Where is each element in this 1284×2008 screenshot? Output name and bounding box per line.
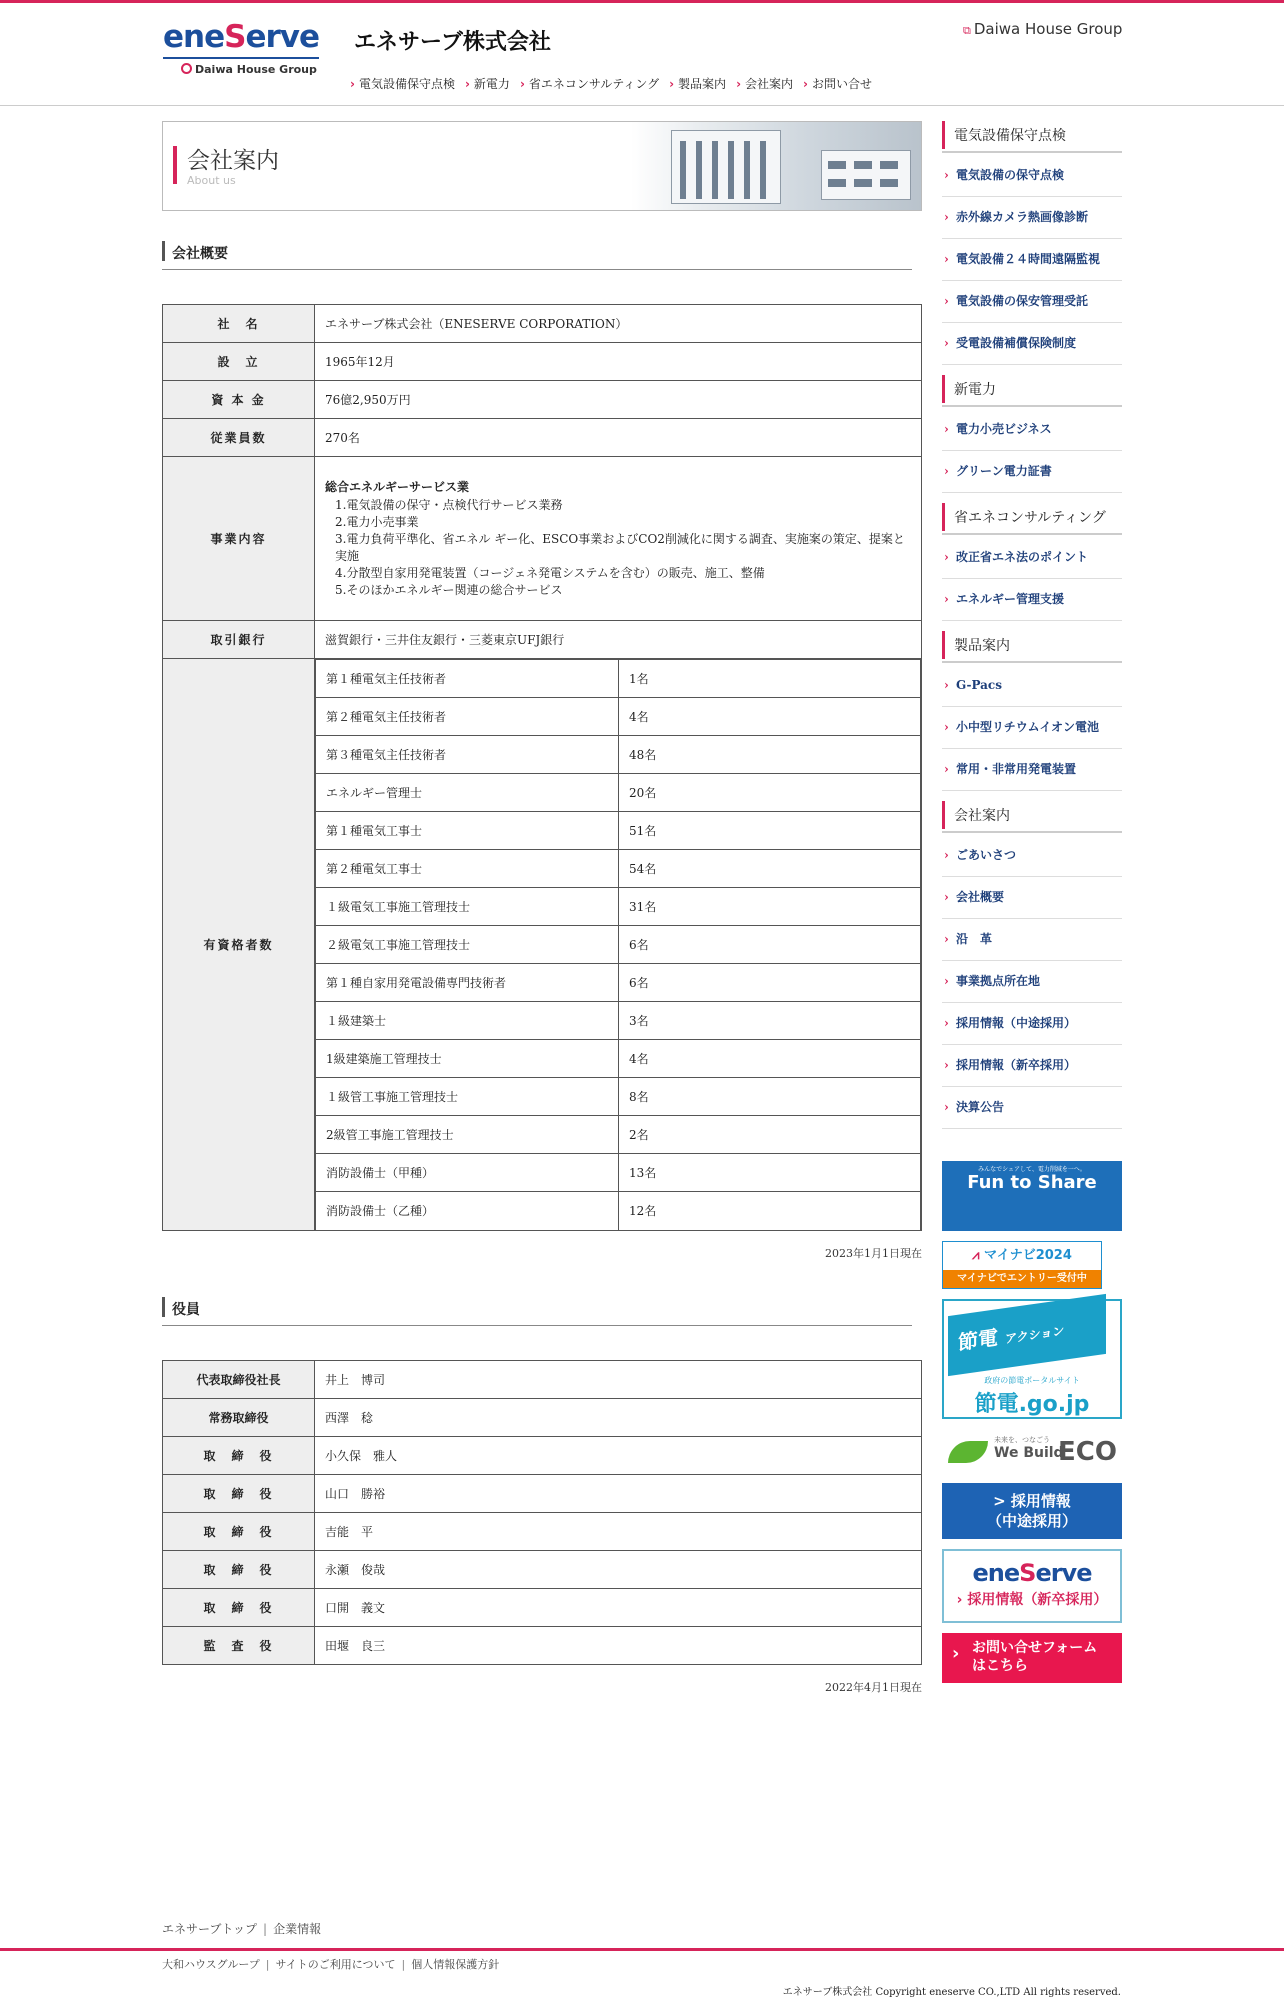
footer-accent-line	[0, 1948, 1284, 1951]
daiwa-mark-icon	[181, 63, 192, 74]
table-row	[163, 1550, 922, 1588]
contact-line1: › お問い合せフォーム	[972, 1640, 1098, 1656]
row-value: エネサーブ株式会社（ENESERVE CORPORATION）	[315, 305, 922, 343]
sidebar-item[interactable]: › 会社概要	[942, 877, 1122, 919]
external-link-icon: ⧉	[963, 24, 971, 37]
table-row	[163, 621, 922, 659]
business-content	[315, 457, 922, 621]
row-label: 社 名	[163, 305, 315, 343]
sidebar-item[interactable]: › 受電設備補償保険制度	[942, 323, 1122, 365]
sidebar-item[interactable]: › 電気設備の保安管理受託	[942, 281, 1122, 323]
overview-as-of: 2023年1月1日現在	[825, 1246, 922, 1260]
title-accent-bar	[173, 146, 177, 184]
page-title-box	[162, 121, 922, 211]
row-value: 270名	[315, 419, 922, 457]
eco-text: ECO	[1058, 1437, 1117, 1467]
fun-to-share-text: Fun to Share	[967, 1172, 1097, 1193]
building-main	[671, 130, 781, 204]
row-label: 取 締 役	[163, 1588, 315, 1626]
row-label: 監 査 役	[163, 1626, 315, 1664]
logo-underline	[163, 57, 319, 59]
row-value: 永瀬 俊哉	[315, 1550, 922, 1588]
table-row	[163, 419, 922, 457]
qualification-name: ２級電気工事施工管理技士	[316, 926, 619, 964]
mynavi-entry: マイナビでエントリー受付中	[943, 1270, 1101, 1288]
setsuden-banner[interactable]	[942, 1299, 1122, 1419]
overview-table	[162, 304, 922, 1231]
sidebar-item[interactable]: › エネルギー管理支援	[942, 579, 1122, 621]
contact-form-banner[interactable]	[942, 1633, 1122, 1683]
logo-subtitle: Daiwa House Group	[181, 63, 323, 76]
qualification-name: 第１種電気主任技術者	[316, 660, 619, 698]
site-logo[interactable]	[163, 19, 323, 79]
business-line: 3.電力負荷平準化、省エネル ギー化、ESCO事業およびCO2削減化に関する調査、実施案の策定、提案と実施	[335, 532, 905, 563]
footer-nav-secondary: 大和ハウスグループ | サイトのご利用について | 個人情報保護方針	[162, 1958, 500, 1971]
table-row	[163, 1436, 922, 1474]
nav-maintenance[interactable]: › 電気設備保守点検	[350, 75, 455, 92]
table-row	[316, 736, 921, 774]
table-row	[163, 1626, 922, 1664]
eco-caption: 未来を、つなごう	[994, 1436, 1050, 1444]
table-row	[163, 1398, 922, 1436]
table-row	[316, 812, 921, 850]
table-row	[316, 850, 921, 888]
nav-energy-consulting[interactable]: › 省エネコンサルティング	[520, 75, 659, 92]
fun-to-share-banner[interactable]	[942, 1161, 1122, 1231]
sidebar-group-company	[942, 801, 1122, 1129]
sidebar-item[interactable]: › 採用情報（新卒採用）	[942, 1045, 1122, 1087]
table-row	[163, 1588, 922, 1626]
career-line2: （中途採用）	[986, 1512, 1077, 1530]
table-row	[316, 1116, 921, 1154]
table-row	[316, 964, 921, 1002]
officers-table	[162, 1360, 922, 1665]
business-line: 4.分散型自家用発電装置（コージェネ発電システムを含む）の販売、施工、整備	[335, 566, 765, 580]
qualification-name: 2級管工事施工管理技士	[316, 1116, 619, 1154]
setsuden-caption: 政府の節電ポータルサイト	[984, 1376, 1080, 1385]
copyright: エネサーブ株式会社 Copyright eneserve CO.,LTD All rights reserved.	[782, 1987, 1121, 1998]
qualification-count: 3名	[619, 1002, 921, 1040]
table-row	[316, 698, 921, 736]
footer-link-corporate[interactable]: 企業情報	[273, 1922, 322, 1936]
new-graduate-recruit-banner[interactable]	[942, 1549, 1122, 1623]
qualification-count: 4名	[619, 1040, 921, 1078]
site-header	[0, 3, 1284, 106]
qualification-name: 第１種電気工事士	[316, 812, 619, 850]
sidebar-item[interactable]: › 採用情報（中途採用）	[942, 1003, 1122, 1045]
row-label: 取 締 役	[163, 1474, 315, 1512]
row-label: 資 本 金	[163, 381, 315, 419]
table-row	[316, 1040, 921, 1078]
qualification-name: 1級建築施工管理技士	[316, 1040, 619, 1078]
table-row	[163, 305, 922, 343]
company-name: エネサーブ株式会社	[354, 30, 551, 55]
fun-to-share-caption: みんなでシェアして、電力削減を一へ。	[978, 1166, 1086, 1173]
business-title: 総合エネルギーサービス業	[325, 480, 470, 494]
sidebar-group-products	[942, 631, 1122, 791]
sidebar-group-maintenance	[942, 121, 1122, 365]
footer-link-privacy[interactable]: 個人情報保護方針	[411, 1958, 500, 1971]
eco-we-build: We Build	[994, 1445, 1064, 1461]
qualification-name: 消防設備士（乙種）	[316, 1192, 619, 1230]
row-value: 口開 義文	[315, 1588, 922, 1626]
table-row	[163, 659, 922, 1231]
setsuden-flag: 節電 アクション	[948, 1294, 1106, 1376]
footer-link-site-usage[interactable]: サイトのご利用について	[275, 1958, 396, 1971]
sidebar-heading: 会社案内	[942, 801, 1122, 833]
table-row	[316, 774, 921, 812]
row-value: 滋賀銀行・三井住友銀行・三菱東京UFJ銀行	[315, 621, 922, 659]
sidebar-item[interactable]: › 電気設備の保守点検	[942, 155, 1122, 197]
qualified-cell	[315, 659, 922, 1231]
row-label: 事業内容	[163, 457, 315, 621]
qualification-count: 54名	[619, 850, 921, 888]
row-label: 常務取締役	[163, 1398, 315, 1436]
qualification-count: 6名	[619, 964, 921, 1002]
nav-new-power[interactable]: › 新電力	[465, 75, 510, 92]
qualification-name: エネルギー管理士	[316, 774, 619, 812]
row-label: 代表取締役社長	[163, 1360, 315, 1398]
logo-wordmark: eneServe	[163, 19, 319, 55]
mynavi-banner[interactable]	[942, 1241, 1102, 1289]
table-row	[163, 1474, 922, 1512]
career-recruit-banner[interactable]	[942, 1483, 1122, 1539]
qualification-name: 第２種電気主任技術者	[316, 698, 619, 736]
sidebar-item[interactable]: › 電気設備２４時間遠隔監視	[942, 239, 1122, 281]
daiwa-group-link[interactable]: ⧉ Daiwa House Group	[963, 20, 1123, 38]
sidebar-item[interactable]: › 常用・非常用発電装置	[942, 749, 1122, 791]
row-label: 設 立	[163, 343, 315, 381]
row-label: 有資格者数	[163, 659, 315, 1231]
row-value: 田堰 良三	[315, 1626, 922, 1664]
sidebar-item[interactable]: › 改正省エネ法のポイント	[942, 537, 1122, 579]
sidebar-heading: 新電力	[942, 375, 1122, 407]
building-photo	[631, 122, 921, 210]
sidebar-heading: 省エネコンサルティング	[942, 503, 1122, 535]
table-row	[163, 457, 922, 621]
row-value: 1965年12月	[315, 343, 922, 381]
qualification-count: 8名	[619, 1078, 921, 1116]
qualification-count: 31名	[619, 888, 921, 926]
business-line: 5.そのほかエネルギー関連の総合サービス	[335, 583, 563, 597]
qualification-count: 2名	[619, 1116, 921, 1154]
row-value: 井上 博司	[315, 1360, 922, 1398]
sidebar-item[interactable]: › 沿 革	[942, 919, 1122, 961]
sidebar-item[interactable]: › ごあいさつ	[942, 835, 1122, 877]
sidebar-heading: 製品案内	[942, 631, 1122, 663]
nav-contact[interactable]: › お問い合せ	[803, 75, 872, 92]
table-row	[163, 381, 922, 419]
overview-heading: 会社概要	[162, 241, 912, 270]
sidebar-item[interactable]: › グリーン電力証書	[942, 451, 1122, 493]
qualification-count: 48名	[619, 736, 921, 774]
contact-line2: はこちら	[972, 1658, 1028, 1674]
qualification-name: １級建築士	[316, 1002, 619, 1040]
we-build-eco-banner[interactable]	[942, 1429, 1122, 1473]
leaf-icon	[948, 1441, 988, 1463]
nav-company[interactable]: › 会社案内	[736, 75, 793, 92]
row-label: 取 締 役	[163, 1550, 315, 1588]
qualification-name: １級電気工事施工管理技士	[316, 888, 619, 926]
qualified-table	[315, 659, 921, 1230]
mynavi-title: ⩘ マイナビ2024	[972, 1248, 1072, 1263]
sidebar-item[interactable]: › G-Pacs	[942, 665, 1122, 707]
table-row	[316, 926, 921, 964]
table-row	[316, 1154, 921, 1192]
table-row	[316, 1192, 921, 1230]
eneserve-logo: eneServe	[972, 1559, 1092, 1587]
qualification-count: 1名	[619, 660, 921, 698]
footer-link-daiwa-group[interactable]: 大和ハウスグループ	[162, 1958, 260, 1971]
new-recruit-label: › 採用情報（新卒採用）	[956, 1592, 1108, 1608]
sidebar-item[interactable]: › 決算公告	[942, 1087, 1122, 1129]
qualification-count: 4名	[619, 698, 921, 736]
table-row	[163, 1512, 922, 1550]
sidebar-item[interactable]: › 電力小売ビジネス	[942, 409, 1122, 451]
sidebar-item[interactable]: › 小中型リチウムイオン電池	[942, 707, 1122, 749]
table-row	[163, 1360, 922, 1398]
table-row	[316, 888, 921, 926]
career-line1: > 採用情報	[993, 1492, 1071, 1510]
table-row	[316, 660, 921, 698]
page-subtitle: About us	[187, 174, 236, 187]
global-nav	[350, 75, 882, 92]
nav-products[interactable]: › 製品案内	[669, 75, 726, 92]
business-line: 1.電気設備の保守・点検代行サービス業務	[335, 498, 563, 512]
officers-as-of: 2022年4月1日現在	[825, 1680, 922, 1694]
table-row	[316, 1002, 921, 1040]
row-value: 西澤 稔	[315, 1398, 922, 1436]
table-row	[316, 1078, 921, 1116]
qualification-name: 第１種自家用発電設備専門技術者	[316, 964, 619, 1002]
row-label: 従業員数	[163, 419, 315, 457]
officers-heading: 役員	[162, 1297, 912, 1326]
main-content	[162, 121, 922, 1695]
sidebar-group-new-power	[942, 375, 1122, 493]
qualification-name: １級管工事施工管理技士	[316, 1078, 619, 1116]
page-title: 会社案内	[187, 148, 279, 174]
setsuden-url: 節電.go.jp	[974, 1392, 1090, 1417]
row-value: 76億2,950万円	[315, 381, 922, 419]
qualification-count: 51名	[619, 812, 921, 850]
row-label: 取 締 役	[163, 1512, 315, 1550]
footer-link-top[interactable]: エネサーブトップ	[162, 1922, 258, 1936]
sidebar-item[interactable]: › 赤外線カメラ熱画像診断	[942, 197, 1122, 239]
mynavi-mark-icon: ⩘	[972, 1248, 984, 1263]
qualification-name: 第３種電気主任技術者	[316, 736, 619, 774]
row-label: 取引銀行	[163, 621, 315, 659]
sidebar-item[interactable]: › 事業拠点所在地	[942, 961, 1122, 1003]
qualification-count: 12名	[619, 1192, 921, 1230]
row-value: 小久保 雅人	[315, 1436, 922, 1474]
qualification-count: 20名	[619, 774, 921, 812]
sidebar-group-consulting	[942, 503, 1122, 621]
row-value: 山口 勝裕	[315, 1474, 922, 1512]
qualification-count: 13名	[619, 1154, 921, 1192]
qualification-count: 6名	[619, 926, 921, 964]
qualification-name: 第２種電気工事士	[316, 850, 619, 888]
business-line: 2.電力小売事業	[335, 515, 419, 529]
row-label: 取 締 役	[163, 1436, 315, 1474]
footer-nav-primary: エネサーブトップ | 企業情報	[162, 1922, 322, 1936]
table-row	[163, 343, 922, 381]
sidebar-heading: 電気設備保守点検	[942, 121, 1122, 153]
qualification-name: 消防設備士（甲種）	[316, 1154, 619, 1192]
sidebar	[942, 121, 1122, 1693]
row-value: 吉能 平	[315, 1512, 922, 1550]
building-annex	[821, 150, 911, 200]
